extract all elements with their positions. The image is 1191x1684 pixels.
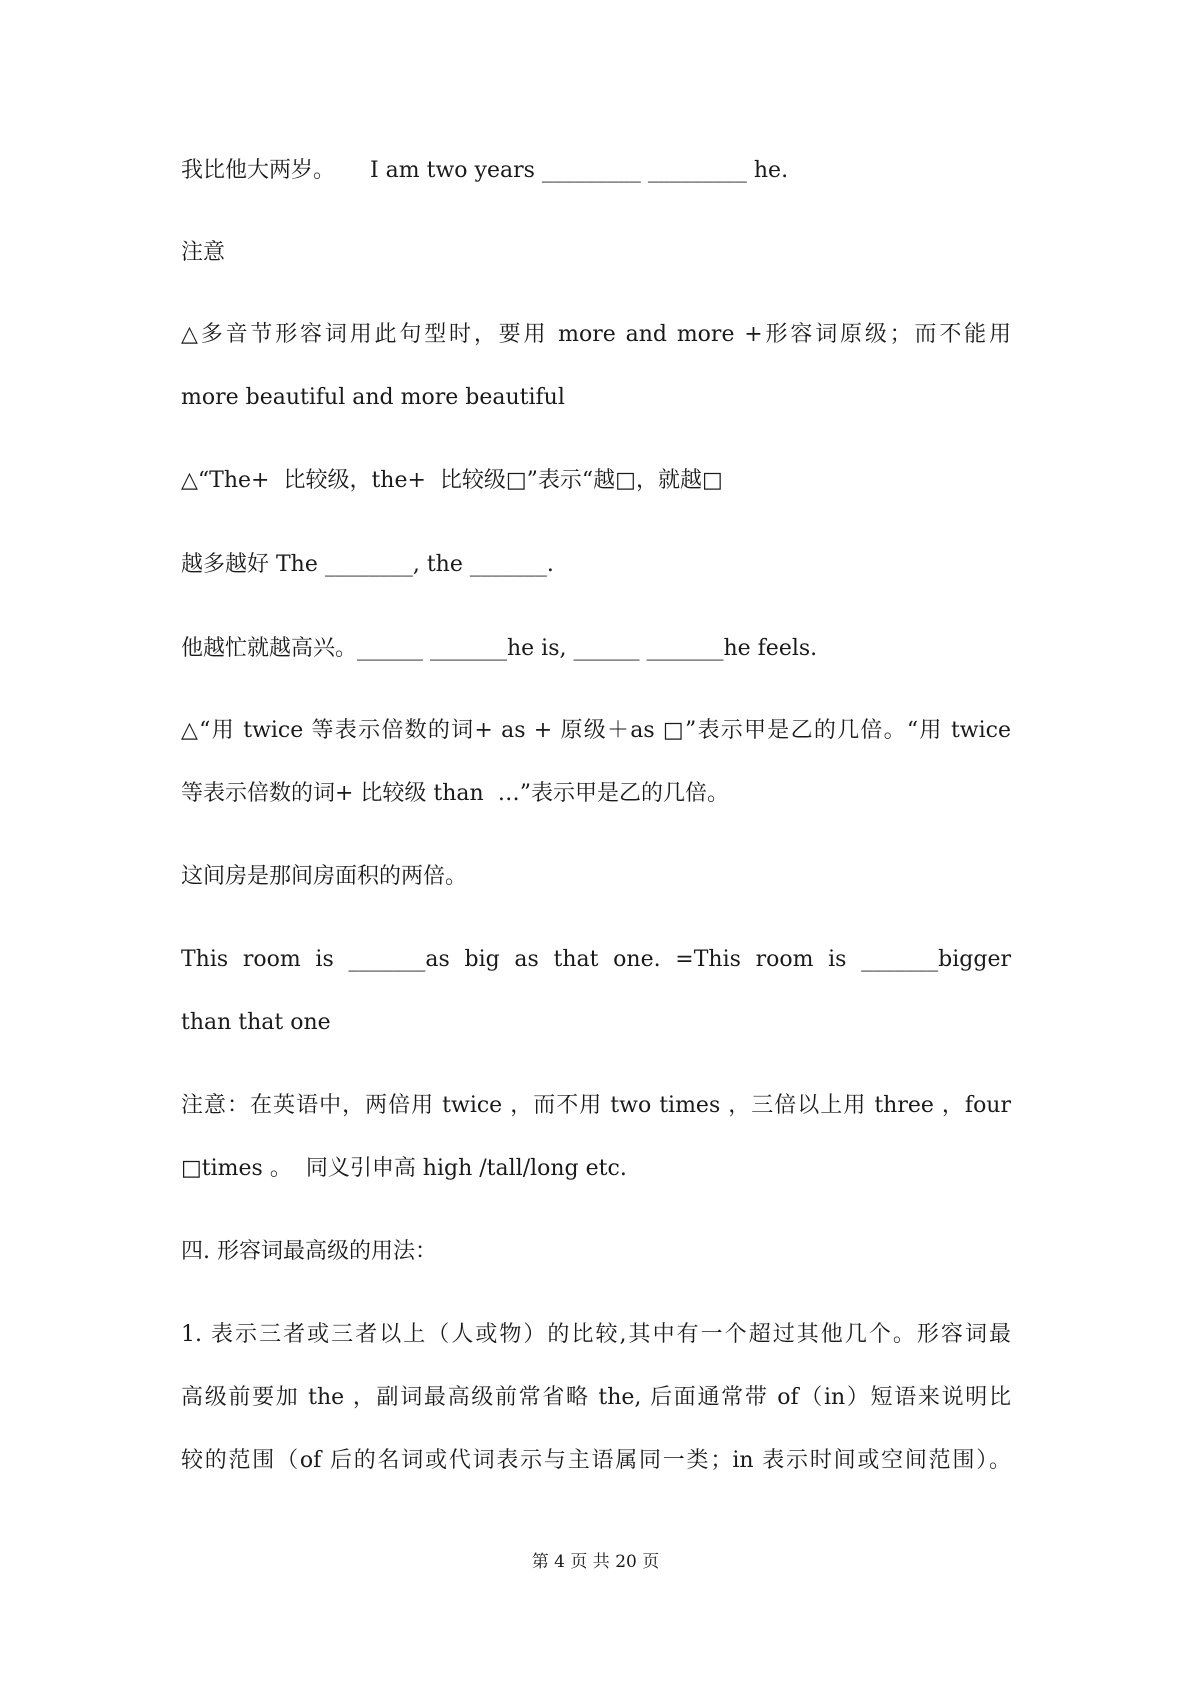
- rule-multiples-line-1: △“用 twice 等表示倍数的词+ as + 原级＋as □”表示甲是乙的几倍。“用 twice: [181, 718, 1011, 743]
- example-room-chinese: 这间房是那间房面积的两倍。: [181, 864, 468, 889]
- rule-multiples-line-2: 等表示倍数的词+ 比较级 than …”表示甲是乙的几倍。: [181, 781, 729, 806]
- example-the-more: 越多越好 The ________, the _______.: [181, 552, 554, 577]
- example-room-english-line-2: than that one: [181, 1010, 331, 1035]
- superlative-rule-line-1: 1. 表示三者或三者以上（人或物）的比较,其中有一个超过其他几个。形容词最: [181, 1322, 1011, 1347]
- note-heading: 注意: [181, 240, 226, 265]
- superlative-rule-line-3: 较的范围（of 后的名词或代词表示与主语属同一类；in 表示时间或空间范围）。: [181, 1448, 1011, 1473]
- superlative-rule-line-2: 高级前要加 the ，副词最高级前常省略 the, 后面通常带 of（in）短语来说明比: [181, 1385, 1011, 1410]
- note-twice-line-1: 注意：在英语中，两倍用 twice ，而不用 two times ，三倍以上用 three ，four: [181, 1093, 1011, 1118]
- example-room-english-line-1: This room is _______as big as that one. =This room is _______bigger: [181, 947, 1011, 972]
- page-footer: 第 4 页 共 20 页: [531, 1552, 660, 1572]
- note-polysyllabic-line-1: △多音节形容词用此句型时，要用 more and more +形容词原级；而不能用: [181, 322, 1011, 347]
- note-polysyllabic-line-2: more beautiful and more beautiful: [181, 385, 565, 410]
- note-twice-line-2: □times 。 同义引申高 high /tall/long etc.: [181, 1156, 627, 1181]
- rule-the-comparative: △“The+ 比较级，the+ 比较级□”表示“越□，就越□: [181, 468, 723, 493]
- example-busier-happier: 他越忙就越高兴。______ _______he is, ______ _______he feels.: [181, 636, 818, 661]
- example-sentence-age: 我比他大两岁。 I am two years _________ _________ he.: [181, 158, 789, 183]
- section-heading-superlative: 四. 形容词最高级的用法：: [181, 1239, 437, 1264]
